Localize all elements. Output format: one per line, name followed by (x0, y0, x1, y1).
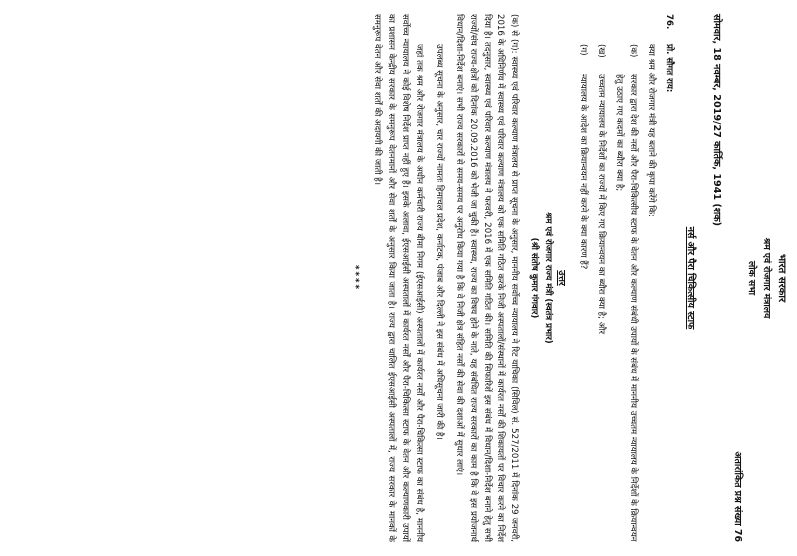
end-marker: **** (350, 265, 361, 291)
house-heading: लोक सभा (745, 261, 757, 295)
question-part-a (611, 44, 639, 542)
part-label: (क) (628, 44, 639, 58)
question-intro: क्या श्रम और रोजगार मंत्री यह बताने की कृपा करेंगे कि: (646, 44, 657, 218)
question-number: 76. (664, 14, 674, 30)
answer-paragraph-3: जहां तक श्रम और रोजगार मंत्रालय के अधीन कर्मचारी राज्य बीमा निगम (ईएसआईसी) अस्पतालों में कार्यरत नर्सों और पैरा-चिकित्सा स्टाफ का संबंध है, माननीय सर्वोच्च न्यायालय ने कोई विशेष निर्देश प्राप्त नहीं हुए हैं। इसके अलावा, ईएसआईसी अस्पतालों में कार्यरत नर्सों और पैरा-चिकित्सा स्टाफ के वेतन और कल्याणकारी उपायों का प्रशासन केन्द्रीय सरकार के समनुरूप वेतनमानों और सेवा शर्तों के अनुसार किया जाता है। राज्य द्वारा चालित ईएसआईसी अस्पतालों में, राज्य सरकार के मानकों के समनुरूप वेतन और सेवा शर्तों की अदायगी की जाती है। (372, 14, 424, 542)
unstarred-question-label: अतारांकित प्रश्न संख्या 76 (732, 451, 743, 542)
date-line: सोमवार, 18 नवम्बर, 2019/27 कार्तिक, 1941 (शक) (710, 14, 722, 227)
part-label: (ग) (578, 44, 589, 56)
answer-heading: उत्तर (556, 270, 568, 286)
govt-heading: भारत सरकार (776, 253, 787, 303)
part-text: न्यायालय के आदेश का क्रियान्वयन नहीं करने के क्या कारण हैं? (578, 74, 589, 270)
answer-paragraph-1: (क) से (ग): स्वास्थ्य एवं परिवार कल्याण मंत्रालय से प्राप्त सूचना के अनुसार, माननीय सर्वोच्च न्यायालय ने रिट याचिका (सिविल) सं. 527/2011 में दिनांक 29 जनवरी, 2016 के अधिनिर्णय में स्वास्थ्य एवं परिवार कल्याण मंत्रालय को एक समिति गठित करके निजी अस्पतालों/संस्थानों में कार्यरत नर्सों की शिकायतों पर विचार करने का निर्देश दिया है। तदनुसार, स्वास्थ्य एवं परिवार कल्याण मंत्रालय ने फरवरी, 2016 में एक समिति गठित की। समिति की सिफारिशें इस संबंध में विधान/दिशा-निर्देश बनाने हेतु सभी राज्यों/संघ राज्य-क्षेत्रों को दिनांक 20.09.2016 को भेजी जा चुकी हैं। स्वास्थ्य, राज्य का विषय होने के नाते, यह संबंधित राज्य सरकारों का काम है कि वे इस प्रयोजनार्थ विधान/दिशा-निर्देश बनाएं। सभी राज्य सरकारों से समय-समय पर अनुरोध किया गया है कि वे निजी क्षेत्र संहित नर्सों की सेवा की दशाओं में सुधार लाएं। (453, 14, 520, 542)
member-name: प्रो. सौगत राय: (664, 44, 674, 93)
question-part-c (575, 44, 589, 542)
ministry-heading: श्रम एवं रोजगार मंत्रालय (760, 237, 772, 319)
subject-title: नर्स और पैरा चिकित्सीय स्टाफ (685, 226, 697, 330)
part-text: सरकार द्वारा देश की नर्सो और पैरा-चिकित्सीय स्टाफ के वेतन और कल्याण संबंधी उपायों के संबंध में माननीय उच्चतम न्यायालय के निर्देशों के क्रियान्वयन हेतु उठाए गए कदमों का ब्यौरा क्या है; (614, 74, 639, 542)
minister-name: (श्री संतोष कुमार गंगवार) (529, 237, 540, 319)
answer-paragraph-2: उपलब्ध सूचना के अनुसार, चार राज्यों नामतः हिमाचल प्रदेश, कर्नाटक, पंजाब और दिल्ली ने इस संबंध में अधिसूचना जारी की है। (433, 44, 444, 440)
question-part-b (593, 44, 607, 542)
question-line (661, 14, 675, 542)
part-label: (ख) (596, 44, 607, 58)
minister-title: श्रम एवं रोजगार राज्य मंत्री (स्वतंत्र प्रभार) (543, 212, 554, 344)
part-text: उच्चतम न्यायालय के निर्देशों का राज्यों में किए गए क्रियान्वयन का ब्यौरा क्या है; और (596, 74, 607, 335)
